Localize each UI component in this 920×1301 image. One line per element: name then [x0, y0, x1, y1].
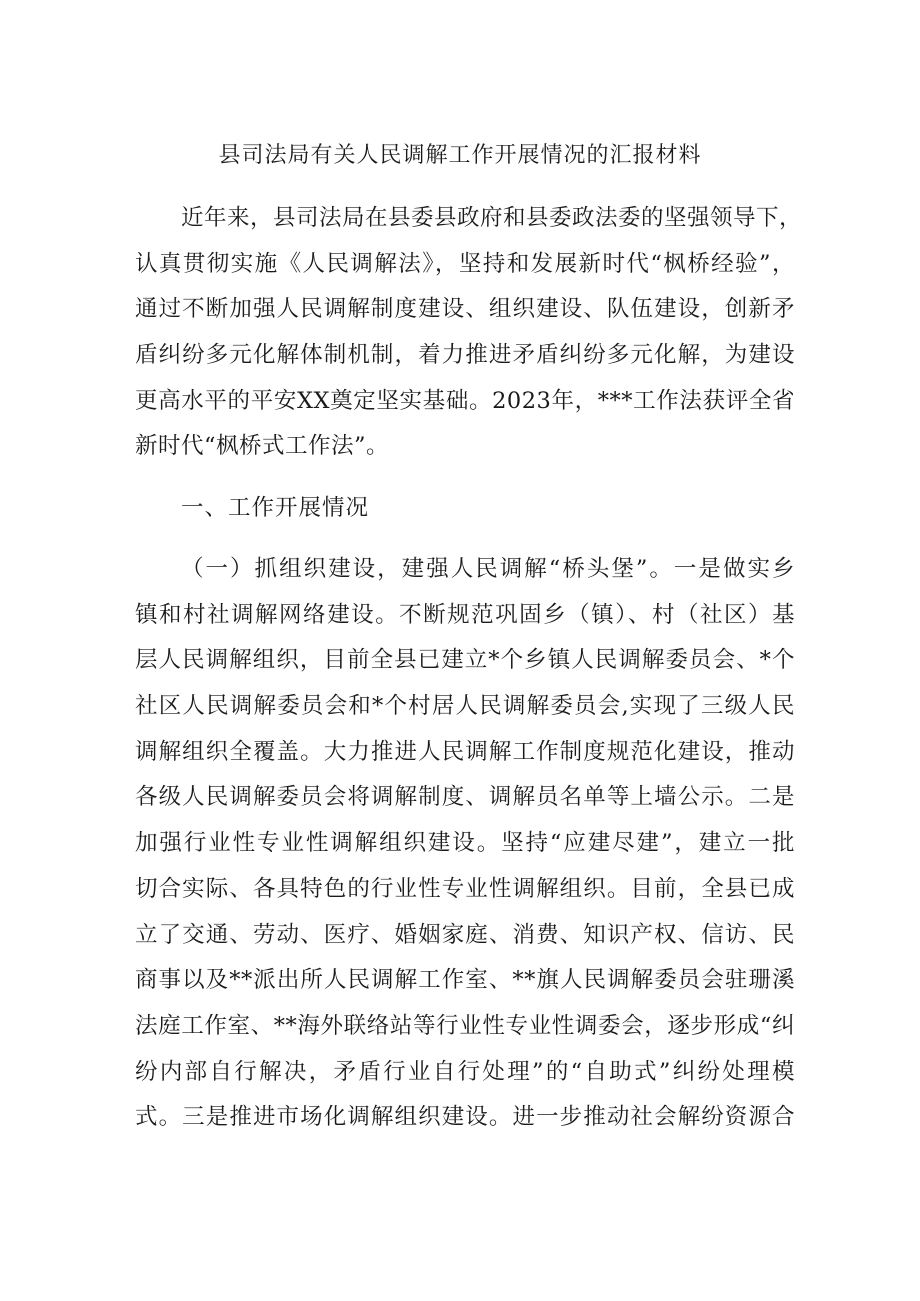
text-line: 调解组织全覆盖。大力推进人民调解工作制度规范化建设，推动 [135, 738, 795, 765]
section-heading: 一、工作开展情况 [181, 495, 370, 521]
paragraph-organization [135, 547, 795, 1141]
text-line: 近年来，县司法局在县委县政府和县委政法委的坚强领导下， [181, 205, 803, 231]
text-line: 更高水平的平安XX奠定坚实基础。2023年，***工作法获评全省 [135, 387, 795, 414]
text-line: 社区人民调解委员会和*个村居人民调解委员会,实现了三级人民 [135, 693, 795, 720]
text-line: 盾纠纷多元化解体制机制，着力推进矛盾纠纷多元化解，为建设 [135, 342, 795, 369]
text-line: 镇和村社调解网络建设。不断规范巩固乡（镇）、村（社区）基 [135, 601, 795, 628]
text-line: 认真贯彻实施《人民调解法》，坚持和发展新时代“枫桥经验”， [135, 250, 795, 277]
text-line: 法庭工作室、**海外联络站等行业性专业性调委会，逐步形成“纠 [135, 1012, 795, 1039]
text-line: 商事以及**派出所人民调解工作室、**旗人民调解委员会驻珊溪 [135, 967, 795, 994]
text-line: 各级人民调解委员会将调解制度、调解员名单等上墙公示。二是 [135, 784, 795, 811]
text-line: 切合实际、各具特色的行业性专业性调解组织。目前，全县已成 [135, 875, 795, 902]
text-line: 立了交通、劳动、医疗、婚姻家庭、消费、知识产权、信访、民 [135, 921, 795, 948]
text-line: 式。三是推进市场化调解组织建设。进一步推动社会解纷资源合 [135, 1104, 795, 1131]
text-line: 层人民调解组织，目前全县已建立*个乡镇人民调解委员会、*个 [135, 647, 795, 674]
text-line: 新时代“枫桥式工作法”。 [135, 433, 390, 460]
text-line: （一）抓组织建设，建强人民调解“桥头堡”。一是做实乡 [181, 556, 795, 582]
text-line: 加强行业性专业性调解组织建设。坚持“应建尽建”，建立一批 [135, 830, 795, 857]
text-line: 纷内部自行解决，矛盾行业自行处理”的“自助式”纠纷处理模 [135, 1058, 795, 1085]
paragraph-intro [135, 196, 803, 470]
text-line: 通过不断加强人民调解制度建设、组织建设、队伍建设，创新矛 [135, 296, 795, 323]
document-title: 县司法局有关人民调解工作开展情况的汇报材料 [218, 143, 702, 168]
